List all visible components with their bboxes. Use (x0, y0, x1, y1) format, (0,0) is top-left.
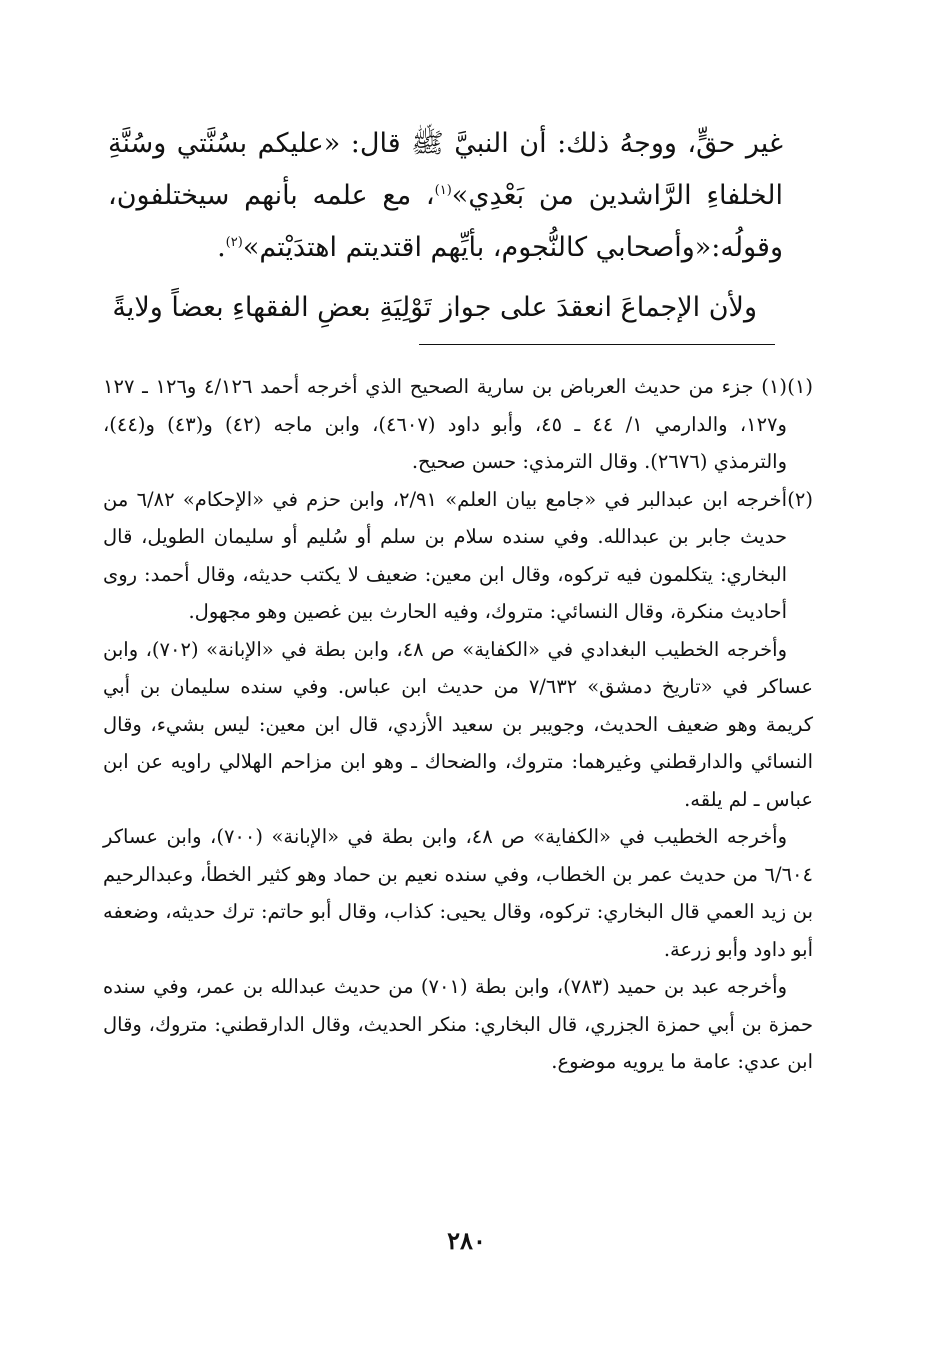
footnote-1 (103, 368, 813, 481)
footnote-ref-2: (٢) (225, 235, 243, 250)
main-body-text (108, 118, 783, 334)
footnote-1-text: (١) جزء من حديث العرباض بن سارية الصحيح الذي أخرجه أحمد ٤/١٢٦ و١٢٦ ـ ١٢٧ و١٢٧، والدارمي ١/ ٤٤ ـ ٤٥، وأبو داود (٤٦٠٧)، وابن ماجه (٤٢) و(٤٣) و(٤٤)، والترمذي (٢٦٧٦). وقال الترمذي: حسن صحيح. (103, 375, 787, 473)
footnote-divider (419, 344, 775, 345)
main-paragraph-1 (108, 118, 783, 274)
main-paragraph-1-part-b: ، مع علمه بأنهم سيختلفون، وقولُه:«وأصحابي كالنُّجوم، بأيِّهم اقتديتم اهتدَيْتم» (108, 180, 783, 263)
footnote-2-paragraph-4: وأخرجه عبد بن حميد (٧٨٣)، وابن بطة (٧٠١) من حديث عبدالله بن عمر، وفي سنده حمزة بن أبي حمزة الجزري، قال البخاري: منكر الحديث، وقال الدارقطني: متروك، وقال ابن عدي: عامة ما يرويه موضوع. (103, 975, 813, 1073)
footnote-2-number: (٢) (787, 487, 813, 511)
footnotes-section (103, 368, 813, 1081)
footnote-2-paragraph-3: وأخرجه الخطيب في «الكفاية» ص ٤٨، وابن بطة في «الإبانة» (٧٠٠)، وابن عساكر ٦/٦٠٤ من حديث عمر بن الخطاب، وفي سنده نعيم بن حماد وهو كثير الخطأ، وعبدالرحيم بن زيد العمي قال البخاري: تركوه، وقال يحيى: كذاب، وقال أبو حاتم: ترك حديثه، وضعفه أبو داود وأبو زرعة. (103, 825, 813, 961)
page-number: ٢٨٠ (447, 1226, 486, 1255)
footnote-ref-1: (١) (434, 183, 452, 198)
main-paragraph-2: ولأن الإجماعَ انعقدَ على جواز تَوْلِيَةِ بعضِ الفقهاءِ بعضاً ولايةً (112, 292, 757, 323)
footnote-2-paragraph-2: وأخرجه الخطيب البغدادي في «الكفاية» ص ٤٨، وابن بطة في «الإبانة» (٧٠٢)، وابن عساكر في «تاريخ دمشق» ٧/٦٣٢ من حديث ابن عباس. وفي سنده سليمان بن أبي كريمة وهو ضعيف الحديث، وجويبر بن سعيد الأزدي، قال ابن معين: ليس بشيء، وقال النسائي والدارقطني وغيرهما: متروك، والضحاك ـ وهو ابن مزاحم الهلالي راويه عن ابن عباس ـ لم يلقه. (103, 637, 813, 811)
main-paragraph-1-part-c: . (217, 232, 226, 263)
footnote-2-text: أخرجه ابن عبدالبر في «جامع بيان العلم» ٢/٩١، وابن حزم في «الإحكام» ٦/٨٢ من حديث جابر بن عبدالله. وفي سنده سلام بن سلم أو سُليم أو سليمان الطويل، قال البخاري: يتكلمون فيه تركوه، وقال ابن معين: ضعيف لا يكتب حديثه، وقال أحمد: روى أحاديث منكرة، وقال النسائي: متروك، وفيه الحارث بين غصين وهو مجهول. (103, 487, 788, 623)
footnote-2 (103, 481, 813, 631)
footnote-1-number: (١) (787, 375, 813, 398)
main-paragraph-1-part-a: غير حقٍّ، ووجهُ ذلك: أن النبيَّ ﷺ قال: «عليكم بسُنَّتي وسُنَّةِ الخلفاءِ الرَّاشدين من بَعْدِي» (108, 128, 783, 211)
